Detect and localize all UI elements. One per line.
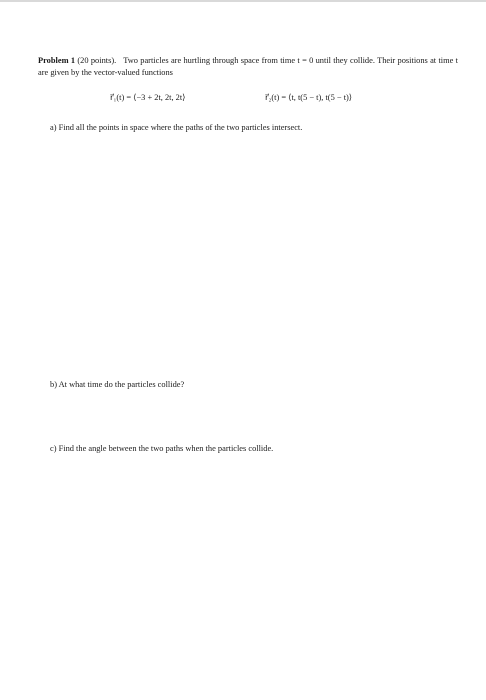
equation-r1: r⃗₁(t) = ⟨−3 + 2t, 2t, 2t⟩ bbox=[110, 93, 186, 102]
problem-text: Two particles are hurtling through space from time t = 0 until they collide. Their positions at time t are given by the vector-valued functions bbox=[38, 56, 458, 77]
equation-r2: r⃗₂(t) = ⟨t, t(5 − t), t(5 − t)⟩ bbox=[265, 93, 353, 102]
part-b-question: b) At what time do the particles collide? bbox=[50, 380, 185, 389]
problem-points: (20 points). bbox=[77, 56, 117, 65]
problem-heading: Problem 1 bbox=[38, 56, 76, 65]
problem-statement bbox=[38, 55, 458, 78]
part-a-question: a) Find all the points in space where the paths of the two particles intersect. bbox=[50, 123, 303, 132]
top-border-line bbox=[0, 0, 486, 2]
part-c-question: c) Find the angle between the two paths when the particles collide. bbox=[50, 444, 274, 453]
